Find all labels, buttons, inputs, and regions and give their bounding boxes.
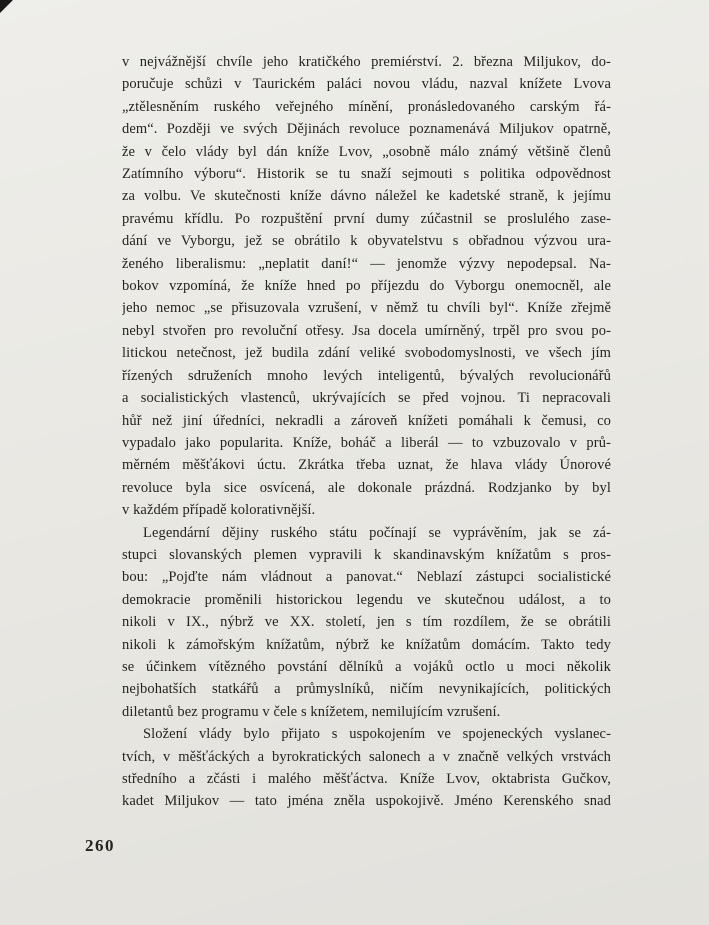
text-line: „ztělesněním ruského veřejného mínění, pronásledovaného carským řá- [122, 98, 611, 115]
text-line: a socialistických vlastenců, ukrývajících se před vojnou. Ti nepracovali [122, 390, 611, 407]
text-line: v nejvážnější chvíle jeho kratičkého premiérství. 2. března Miljukov, do- [122, 54, 611, 70]
text-line: Zatímního výboru“. Historik se tu snaží sejmouti s politika odpovědnost [122, 166, 611, 183]
text-block [122, 51, 611, 813]
text-line: nikoli k zámořským knížatům, nýbrž ke knížatům domácím. Takto tedy [122, 636, 611, 653]
text-line: hůř než jiní úředníci, nekradli a zároveň knížeti pomáhali k čemusi, co [122, 412, 611, 429]
text-line: dem“. Později ve svých Dějinách revoluce poznamenává Miljukov opatrně, [122, 121, 611, 138]
text-line: kadet Miljukov — tato jména zněla uspokojivě. Jméno Kerenského snad [122, 793, 611, 810]
text-line: se účinkem vítězného povstání dělníků a vojáků octlo u moci několik [122, 658, 611, 675]
text-line: v každém případě kolorativnější. [122, 502, 316, 519]
text-line: středního a zčásti i malého měšťáctva. Kníže Lvov, oktabrista Gučkov, [122, 771, 611, 787]
text-line: litickou netečnost, jež budila zdání veliké svobodomyslnosti, ve všech jím [122, 345, 611, 362]
paragraph [122, 51, 611, 522]
text-line: dání ve Vyborgu, jež se obrátilo k obyvatelstvu s obřadnou výzvou ura- [122, 233, 611, 250]
text-line: Složení vlády bylo přijato s uspokojením ve spojeneckých vyslanec- [143, 726, 611, 743]
text-line: diletantů bez programu v čele s knížetem, nemilujícím vzrušení. [122, 703, 501, 720]
text-line: bokov vzpomíná, že kníže hned po příjezdu do Vyborgu onemocněl, ale [122, 278, 611, 295]
text-line: pravému křídlu. Po rozpuštění první dumy zúčastnil se proslulého zase- [122, 210, 611, 227]
scan-corner-artifact [0, 0, 13, 13]
text-line: jeho nemoc „se přisuzovala vzrušení, v němž tu chvíli byl“. Kníže zřejmě [122, 300, 611, 317]
text-line: nikoli v IX., nýbrž ve XX. století, jen s tím rozdílem, že se obrátili [122, 614, 611, 631]
page-number: 260 [85, 836, 115, 855]
text-line: že v čelo vlády byl dán kníže Lvov, „osobně málo známý většině členů [122, 143, 611, 160]
text-line: poručuje schůzi v Taurickém paláci novou vládu, nazval knížete Lvova [122, 76, 611, 93]
text-line: nejbohatších statkářů a průmyslníků, ničím nevynikajících, politických [122, 681, 611, 698]
text-line: Legendární dějiny ruského státu počínají se vyprávěním, jak se zá- [143, 524, 611, 541]
paragraph [122, 723, 611, 813]
text-line: revoluce byla sice osvícená, ale dokonale prázdná. Rodzjanko by byl [122, 479, 611, 496]
text-line: za volbu. Ve skutečnosti kníže dávno náležel ke kadetské straně, k jejímu [122, 188, 611, 205]
text-line: nebyl stvořen pro revoluční otřesy. Jsa docela umírněný, trpěl pro svou po- [122, 322, 611, 339]
paragraph [122, 522, 611, 724]
text-line: stupci slovanských plemen vypravili k skandinavským knížatům s pros- [122, 546, 611, 563]
text-line: měrném měšťákovi úctu. Zkrátka třeba uznat, že hlava vlády Únorové [122, 457, 611, 474]
text-line: vypadalo jako popularita. Kníže, boháč a liberál — to vzbuzovalo v prů- [122, 434, 611, 451]
text-line: řízených sdruženích mnoho levých inteligentů, bývalých revolucionářů [122, 367, 611, 384]
text-line: bou: „Pojďte nám vládnout a panovat.“ Neblazí zástupci socialistické [122, 569, 611, 586]
text-line: tvích, v měšťáckých a byrokratických salonech a v značně velkých vrstvách [122, 748, 611, 765]
text-line: demokracie proměnili historickou legendu ve skutečnou událost, a to [122, 591, 611, 608]
text-line: ženého liberalismu: „neplatit daní!“ — jenomže výzvy nepodepsal. Na- [122, 255, 611, 272]
